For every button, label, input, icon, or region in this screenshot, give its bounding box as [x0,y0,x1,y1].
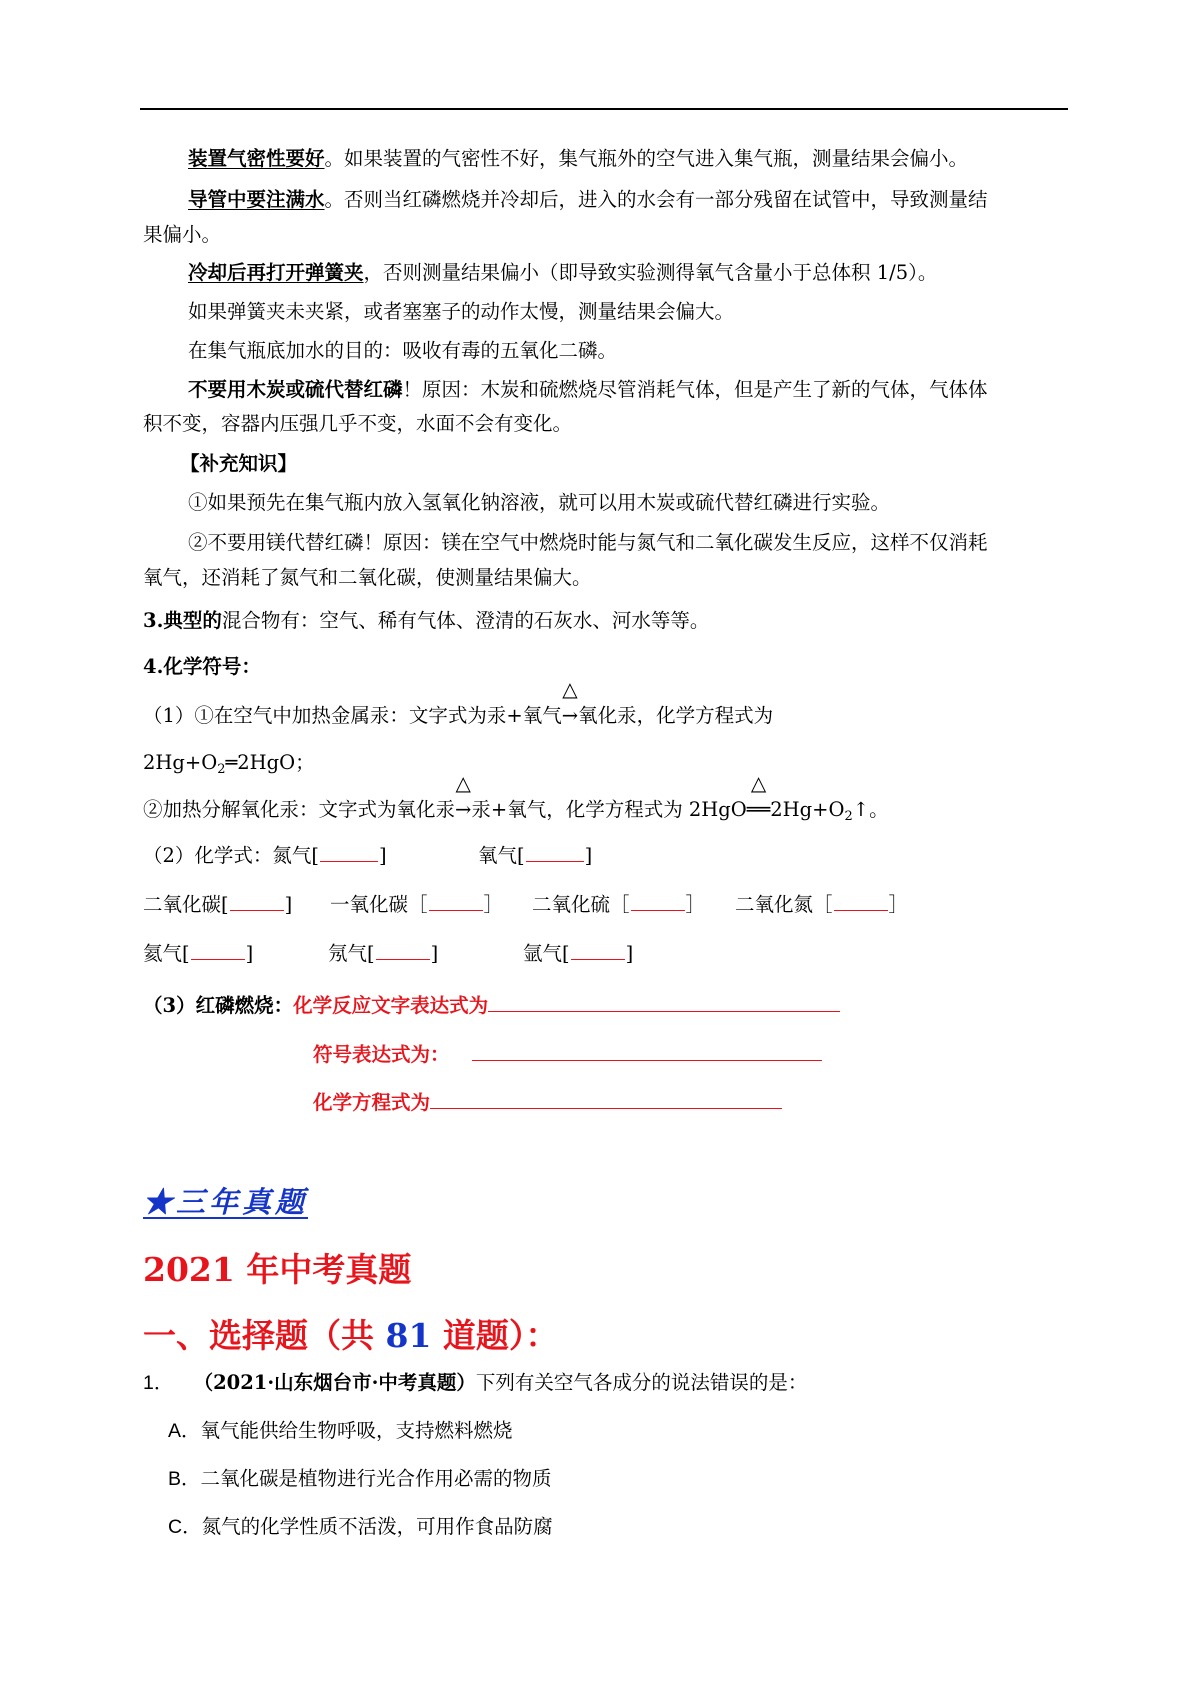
delta-icon: △ [562,677,578,701]
delta-icon: △ [750,771,767,795]
formula-oxygen: 氧气[ ] [478,844,593,867]
neon-blank[interactable] [376,941,430,960]
nitrogen-blank[interactable] [320,843,378,862]
header-rule [140,108,1068,110]
heat-arrow: △ → [561,677,579,727]
formula-co: 一氧化碳［ ］ [330,893,504,916]
red-phosphorus-word-eq: （3）红磷燃烧：化学反应文字表达式为 [143,991,840,1019]
oxygen-blank[interactable] [526,843,584,862]
mercury-heating-equation: $2Hg+O_2═2HgO$； [143,751,315,777]
option-b[interactable]: B．二氧化碳是植物进行光合作用必需的物质 [168,1467,552,1490]
red-phosphorus-chem-eq: 化学方程式为 [313,1088,782,1116]
year-heading: 2021 年中考真题 [143,1250,412,1289]
supplement-title: 【补充知识】 [180,452,298,475]
category-heading: 一、选择题（共 81 道题）： [143,1316,559,1355]
chem-eq-blank[interactable] [430,1088,782,1109]
para-tube-water-cont: 果偏小。 [143,223,222,246]
red-phosphorus-symbol-eq: 符号表达式为： [313,1040,822,1068]
para-tube-water: 导管中要注满水。否则当红磷燃烧并冷却后，进入的水会有一部分残留在试管中，导致测量结 [188,188,988,211]
formula-co2: 二氧化碳[ ] [143,893,293,916]
formula-neon: 氖气[ ] [328,942,439,965]
formula-argon: 氩气[ ] [523,942,634,965]
formula-row-1: （2）化学式：氮气[ ] [143,844,387,867]
word-eq-blank[interactable] [488,991,840,1012]
item-3-mixtures: 3.典型的混合物有：空气、稀有气体、澄清的石灰水、河水等等。 [143,609,710,632]
para-airtight: 装置气密性要好。如果装置的气密性不好，集气瓶外的空气进入集气瓶，测量结果会偏小。 [188,147,969,170]
symbol-eq-blank[interactable] [472,1040,822,1061]
para-no-charcoal-cont: 积不变，容器内压强几乎不变，水面不会有变化。 [143,412,573,435]
section-three-year-exams: ★三年真题 [143,1185,309,1219]
item-4-symbols: 4.化学符号： [143,655,261,678]
no2-blank[interactable] [834,892,888,911]
so2-blank[interactable] [631,892,685,911]
formula-helium: 氦气[ ] [143,942,254,965]
mercury-oxide-decomposition: ②加热分解氧化汞：文字式为氧化汞 △ →汞+氧气，化学方程式为 2HgO △ $══2Hg+O_2↑$。 [143,771,889,824]
para-clamp-loose: 如果弹簧夹未夹紧，或者塞塞子的动作太慢，测量结果会偏大。 [188,300,735,323]
delta-icon: △ [455,771,471,795]
option-a[interactable]: A．氧气能供给生物呼吸，支持燃料燃烧 [168,1419,513,1442]
co2-blank[interactable] [230,892,284,911]
supplement-1: ①如果预先在集气瓶内放入氢氧化钠溶液，就可以用木炭或硫代替红磷进行实验。 [188,491,891,514]
helium-blank[interactable] [191,941,245,960]
para-no-charcoal: 不要用木炭或硫代替红磷！原因：木炭和硫燃烧尽管消耗气体，但是产生了新的气体，气体体 [188,378,988,401]
mercury-heating-word-eq: （1）①在空气中加热金属汞：文字式为汞+氧气 △ →氧化汞，化学方程式为 [143,677,774,727]
supplement-2-cont: 氧气，还消耗了氮气和二氧化碳，使测量结果偏大。 [143,566,592,589]
question-1: 1． （2021·山东烟台市·中考真题）下列有关空气各成分的说法错误的是： [143,1371,808,1394]
formula-no2: 二氧化氮［ ］ [735,893,909,916]
option-c[interactable]: C．氮气的化学性质不活泼，可用作食品防腐 [168,1515,553,1538]
heat-equals-sign: △ ══ [746,771,771,821]
supplement-2: ②不要用镁代替红磷！原因：镁在空气中燃烧时能与氮气和二氧化碳发生反应，这样不仅消耗 [188,531,988,554]
formula-so2: 二氧化硫［ ］ [532,893,706,916]
para-water-purpose: 在集气瓶底加水的目的：吸收有毒的五氧化二磷。 [188,339,618,362]
co-blank[interactable] [429,892,483,911]
heat-equals-sign: ═ [225,751,238,774]
argon-blank[interactable] [571,941,625,960]
para-cool-clamp: 冷却后再打开弹簧夹，否则测量结果偏小（即导致实验测得氧气含量小于总体积 1/5）。 [188,261,938,284]
heat-arrow: △ → [455,771,472,821]
